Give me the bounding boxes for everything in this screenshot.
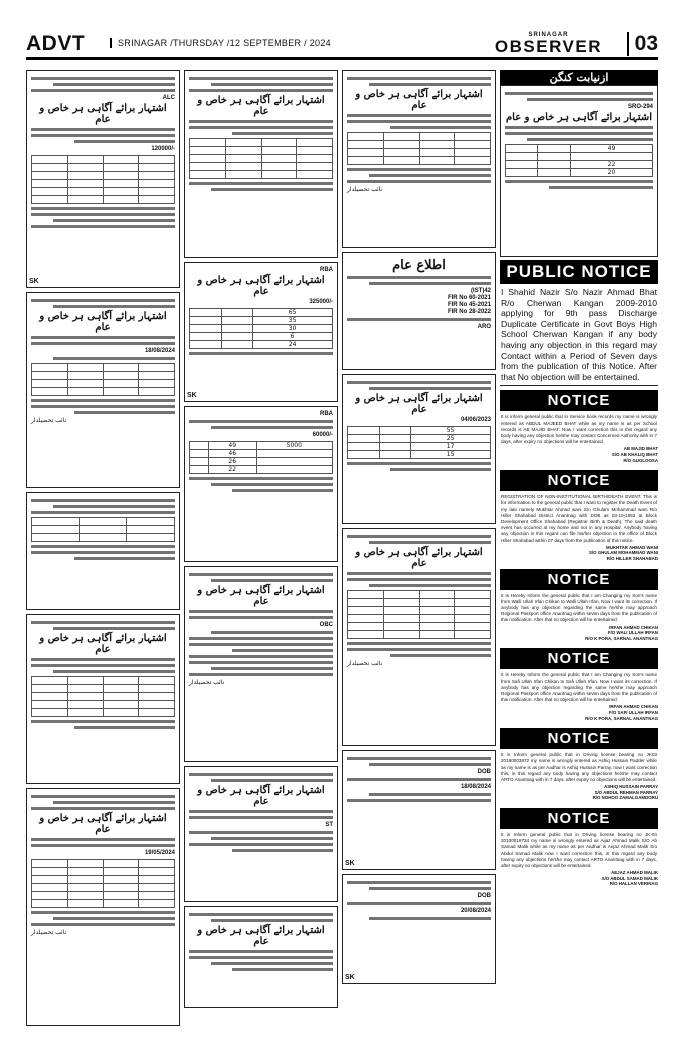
ref-text: ALC — [162, 95, 175, 101]
signer-name: AEJAZ AHMAD MALIK — [611, 870, 658, 876]
signer-name: MUKHTAR AHMAD WANI — [606, 544, 658, 550]
signer-name: IRFAN AHMAD CHIKAN — [609, 624, 658, 630]
notice-heading: اشتہار برائے آگاہی ہر خاص و عام — [197, 785, 325, 807]
urdu-notice — [500, 85, 658, 257]
urdu-notice — [26, 70, 180, 288]
notice-body: It is Hereby Inform the general public that I am Changing my Son's name from Walli Ullah Irfan Chikan to Walli Ullah Irfan, Now I want its correction. If anybody has any objection regarding the same he/she may approach Regional Passport office Anantnag within seven days from the publication of this notification. After that no objection will be entertained. — [501, 592, 657, 623]
signoff: نائب تحصیلدار — [31, 417, 67, 424]
notice-signature — [500, 446, 658, 466]
table-cell: 25 — [411, 435, 491, 443]
urdu-notice — [342, 874, 496, 984]
notice-table — [31, 517, 175, 542]
ref-text: 04/06/2023 — [460, 417, 491, 423]
signer-address: R/O K PORA, SARNAL ANANTNAG — [585, 715, 658, 721]
signer-address: R/O HALLAN VERINAG — [609, 881, 658, 887]
issue-line: SRINAGAR /THURSDAY /12 SEPTEMBER / 2024 — [110, 38, 331, 48]
urdu-notice — [342, 252, 496, 370]
urdu-notice — [342, 70, 496, 248]
notice-table — [31, 363, 175, 396]
urdu-notice — [342, 528, 496, 746]
signoff: نائب تحصیلدار — [347, 186, 383, 193]
public-notice-body: I Shahid Nazir S/o Nazir Ahmad Bhat R/o Cherwan Kangan 2009-2010 applying for 9th pass Discharge Duplicate Certificate in Govt Boys High School Cherwan Kangan if any body having any objection in this regard may Contact within a Period of Seven days from the publication of this Notice. After that No objection will be entertained. — [500, 284, 658, 386]
notice-table — [189, 441, 333, 474]
notice-title: NOTICE — [500, 390, 658, 411]
notice-heading: اشتہار برائے آگاہی ہر خاص و عام — [197, 275, 325, 297]
urdu-banner: ازنیابت کنگن — [500, 70, 658, 85]
notice-table — [347, 132, 491, 165]
notice-body: It is Inform general public that in Driving license bearing no JK-04 20100019734 my name is wrongly entered as Aijaz Ahmad Malik S/O Ab Samad Malik while as my name as per Aadhar is Aejaz Ahmad Malik S/o Abdul Samad Malik now I want correction this, in this regard any body having any objections he/she may contact ARTO Anantnag with in 7 days, after expiry no objections will be entertained. — [501, 831, 657, 868]
table-cell: 24 — [253, 341, 333, 349]
sk-mark: SK — [29, 278, 39, 285]
urdu-column-2 — [184, 70, 338, 1012]
urdu-notice — [184, 566, 338, 762]
notice-table — [189, 308, 333, 349]
sk-mark: SK — [345, 974, 355, 981]
notice-title: NOTICE — [500, 648, 658, 669]
notice-heading: اطلاع عام — [392, 258, 446, 273]
signer-parent: S/O ABDUL SAMAD MALIK — [601, 875, 658, 881]
ref-text: 60000/- — [312, 432, 333, 438]
ref-text: FIR No 28-2022 — [447, 309, 491, 315]
urdu-notice — [26, 492, 180, 610]
table-cell: 26 — [208, 458, 256, 466]
signoff: نائب تحصیلدار — [31, 929, 67, 936]
signoff: نائب تحصیلدار — [347, 660, 383, 667]
notice-body: It is inform general public that in Service book records my name is wrongly entered as ABDUL MAJEED BHAT while as my name is as per School records is AB MAJID BHAT. Now I want correction this in this regard any body having any objection he/she may contact Concerned Authority with in 7 days, after expiry no objections will be entertained. — [501, 414, 657, 445]
signer-address: R/O NOHOO ZAMALGAMDORU — [592, 795, 658, 801]
notice-body: It is Inform general public that in Driving license bearing no JK03 20180003872 my name is wrongly entered as Ashiq Hussain Padder while as my name is as per Aadhar is Ashiq Hussain Parray. now I want correction this, in this regard any body having any objections he/she may contact ARTO Anantnag with in 7 days, after expiry no objections will be entertained. — [501, 752, 657, 782]
table-cell: 5000 — [256, 442, 332, 450]
ref-text: (IST)42 — [470, 288, 491, 294]
notice-heading: اشتہار برائے آگاہی ہر خاص و عام — [355, 547, 483, 569]
table-cell: 15 — [411, 451, 491, 459]
notice-signature — [500, 545, 658, 565]
signer-parent: S/O AB KHALIQ BHAT — [611, 451, 658, 457]
notice-title: NOTICE — [500, 470, 658, 491]
notice-table — [189, 138, 333, 179]
signer-address: R/O GUGLOOSA — [623, 457, 658, 463]
urdu-notice — [184, 766, 338, 902]
notice-signature — [500, 784, 658, 804]
notice-title: NOTICE — [500, 808, 658, 829]
table-cell: 17 — [411, 443, 491, 451]
urdu-notice — [26, 292, 180, 488]
table-cell: 65 — [253, 309, 333, 317]
signer-address: R/O K PORA, SARNAL ANANTNAG — [585, 635, 658, 641]
table-cell: 55 — [411, 427, 491, 435]
notice-table — [31, 859, 175, 908]
signer-parent: F/O SAFI ULLAH IRFAN — [608, 709, 658, 715]
sk-mark: SK — [187, 392, 197, 399]
notice-body: It is Hereby Inform the general public that I am Changing my Son's name from Safi Ullah Irfan Chikan to Safi Ullah Irfan. Now I want its correction. If anybody has any objection regarding the same he/she may approach Regional Passport office Anantnag within seven days from the publication of this notification. After that no objection will be entertained. — [501, 672, 657, 703]
table-cell: 46 — [208, 450, 256, 458]
urdu-notice — [26, 614, 180, 784]
urdu-notice — [184, 906, 338, 1008]
ref-text: 18/08/2024 — [144, 348, 175, 354]
notice-heading: اشتہار برائے آگاہی ہر خاص و عام — [197, 585, 325, 607]
ref-text: 325000/- — [309, 299, 333, 305]
ref-text: RBA — [320, 411, 333, 417]
signer-parent: S/O ABDUL REHMAN PARRAY — [594, 789, 658, 795]
notice-heading: اشتہار برائے آگاہی ہر خاص و عام — [39, 311, 167, 333]
ref-text: 19/05/2024 — [144, 850, 175, 856]
page-number: 03 — [627, 32, 658, 56]
right-column — [500, 70, 658, 890]
notice-table — [505, 144, 653, 177]
ref-text: 18/08/2024 — [460, 784, 491, 790]
table-cell: 49 — [570, 145, 652, 153]
urdu-notice — [342, 750, 496, 870]
ref-text: ST — [325, 822, 333, 828]
signer-address: R/O HILLER SHAHABAD — [606, 555, 658, 561]
notice-title: NOTICE — [500, 728, 658, 749]
notice-heading: اشتہار برائے آگاہی ہر خاص و عام — [39, 813, 167, 835]
notice-heading: اشتہار برائے آگاہی ہر خاص و عام — [355, 89, 483, 111]
table-cell: 22 — [208, 466, 256, 474]
notice-heading: اشتہار برائے آگاہی ہر خاص و عام — [505, 112, 653, 123]
table-cell: 49 — [208, 442, 256, 450]
notice-signature — [500, 625, 658, 645]
table-cell: 30 — [253, 325, 333, 333]
ref-text: ARO — [477, 324, 491, 330]
ref-text: FIR No 45-2021 — [447, 302, 491, 308]
ref-text: DOB — [477, 769, 491, 775]
notice-title: NOTICE — [500, 569, 658, 590]
brand-city: SRINAGAR — [528, 32, 569, 38]
table-cell: 35 — [253, 317, 333, 325]
brand-logo — [495, 32, 602, 55]
urdu-notice — [184, 262, 338, 402]
notice-body: REGISTRATION OF NON-INSTITUTIONAL BIRTH/DEATH EVENT. This is for information to the general public that I want to register the Death Event of my late namely Mukhtar Ahmad wani S/o Ghulam Mohammad wani R/o Hiller Shahabad District Anantnag with DOB as 03-10-1953 at Block Development Office Shahabad (Registrar Birth & Death). The said death event has occurred at my home and not in any Hospital. Anybody having any objection in this regard can file his/her objection in the office of Block Hiller Shahabad within 07 days from the publication of this notice. — [501, 494, 657, 543]
table-cell: 22 — [570, 161, 652, 169]
urdu-notice — [184, 70, 338, 258]
ref-text: FIR No 60-2021 — [447, 295, 491, 301]
public-notice-title: PUBLIC NOTICE — [500, 260, 658, 284]
ref-text: RBA — [320, 267, 333, 273]
section-label: ADVT — [26, 32, 86, 55]
signoff: نائب تحصیلدار — [189, 679, 225, 686]
ref-text: DOB — [477, 893, 491, 899]
notice-table — [347, 590, 491, 639]
signer-parent: S/O GHULAM MOHAMMAD WANI — [588, 550, 658, 556]
urdu-column-1 — [26, 70, 180, 1030]
ref-text: OBC — [319, 622, 333, 628]
ref-text: 120000/- — [151, 146, 175, 152]
brand-name: OBSERVER — [494, 37, 602, 56]
urdu-notice — [342, 374, 496, 524]
notice-heading: اشتہار برائے آگاہی ہر خاص و عام — [197, 95, 325, 117]
notice-heading: اشتہار برائے آگاہی ہر خاص و عام — [197, 925, 325, 947]
ref-text: 20/08/2024 — [460, 908, 491, 914]
ref-text: SRO-294 — [627, 104, 653, 110]
signer-parent: F/O WALI ULLAH IRFAN — [608, 630, 658, 636]
notice-heading: اشتہار برائے آگاہی ہر خاص و عام — [39, 633, 167, 655]
signer-name: ASHIQ HUSSAIN PARRAY — [604, 784, 658, 790]
notice-signature — [500, 704, 658, 724]
notice-heading: اشتہار برائے آگاہی ہر خاص و عام — [355, 393, 483, 415]
notice-table — [347, 426, 491, 459]
signer-name: IRFAN AHMAD CHIKAN — [609, 704, 658, 710]
notice-heading: اشتہار برائے آگاہی ہر خاص و عام — [39, 103, 167, 125]
table-cell: 20 — [570, 169, 652, 177]
urdu-notice — [26, 788, 180, 1026]
masthead — [26, 30, 658, 60]
signer-name: AB MAJID BHAT — [623, 446, 658, 452]
urdu-notice — [184, 406, 338, 562]
notice-signature — [500, 870, 658, 890]
table-cell: 6 — [253, 333, 333, 341]
sk-mark: SK — [345, 860, 355, 867]
notice-table — [31, 155, 175, 204]
urdu-column-3 — [342, 70, 496, 988]
notice-table — [31, 676, 175, 717]
